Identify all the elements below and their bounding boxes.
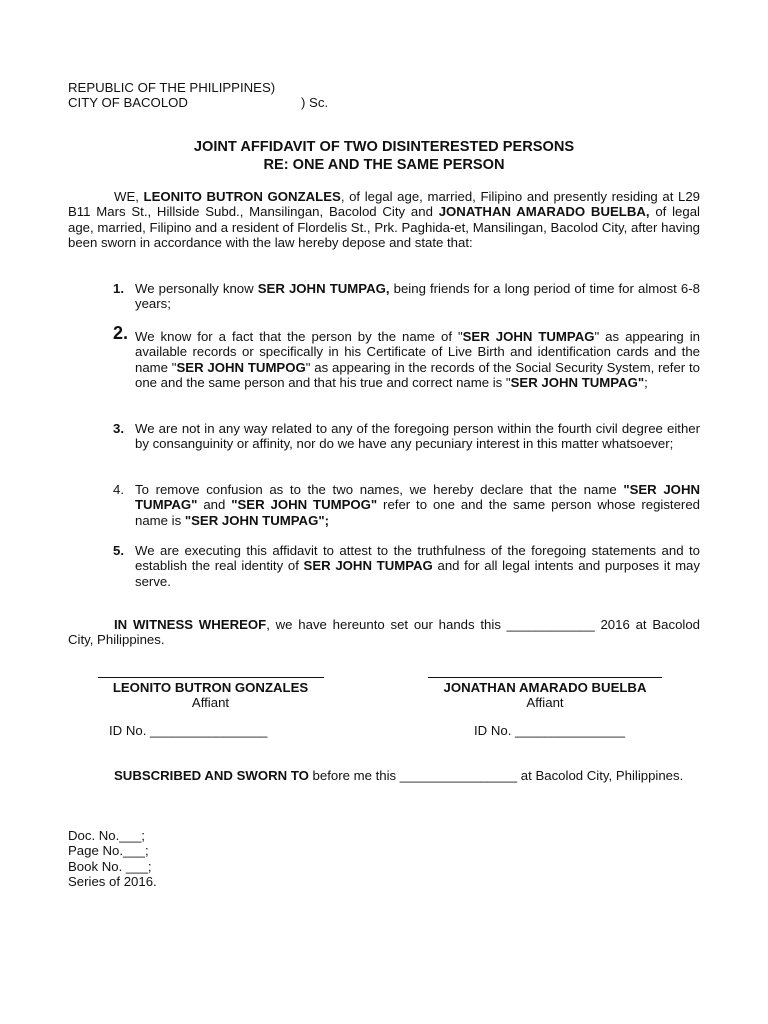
document-title: JOINT AFFIDAVIT OF TWO DISINTERESTED PERSONS	[193, 139, 575, 155]
statement-item-2	[113, 323, 700, 391]
item-text: " as appearing in available records or specifically in his Certificate of Live Birth and identification cards and the name "	[135, 329, 700, 375]
item-number: 3.	[113, 421, 124, 436]
id-number-left: ID No. ________________	[109, 723, 268, 738]
witness-clause	[68, 617, 700, 648]
caption-sc: ) Sc.	[301, 95, 329, 110]
statement-item-1	[113, 281, 700, 312]
item-text: refer to one and the same person whose registered name is	[135, 497, 700, 528]
witness-heading: IN WITNESS WHEREOF	[114, 617, 267, 632]
jurat-clause	[68, 768, 700, 783]
item-number: 5.	[113, 543, 124, 558]
item-text: ;	[644, 375, 648, 391]
item-text: We know for a fact that the person by the name of "	[135, 329, 463, 344]
item-bold: SER JOHN TUMPOG	[176, 359, 306, 375]
statement-item-3	[113, 421, 700, 452]
statement-item-5	[113, 543, 700, 589]
doc-no: Doc. No.___;	[68, 828, 145, 843]
jurat-heading: SUBSCRIBED AND SWORN TO	[114, 768, 309, 783]
book-no: Book No. ___;	[68, 858, 152, 874]
item-text: To remove confusion as to the two names, we hereby declare that the name	[135, 482, 624, 497]
item-number: 4.	[113, 482, 124, 497]
affiant-name-2: JONATHAN AMARADO BUELBA,	[438, 204, 650, 220]
signature-block-left	[88, 677, 333, 711]
jurat-text: before me this ________________ at Bacolod City, Philippines.	[308, 768, 684, 783]
signatory-role: Affiant	[526, 695, 564, 711]
intro-paragraph	[68, 189, 700, 251]
item-text: and for all legal intents and purposes it may serve.	[135, 558, 700, 589]
signatory-role: Affiant	[191, 695, 230, 711]
item-bold: SER JOHN TUMPAG"	[510, 375, 645, 391]
item-text: " as appearing in the records of the Social Security System, refer to one and the same person and that his true and correct name is "	[135, 359, 700, 391]
intro-text: WE,	[114, 189, 144, 204]
affiant-name-1: LEONITO BUTRON GONZALES	[143, 189, 341, 204]
item-bold: SER JOHN TUMPAG	[462, 329, 595, 344]
signature-line	[98, 677, 324, 678]
series-year: Series of 2016.	[68, 874, 157, 890]
item-bold: "SER JOHN TUMPAG";	[184, 512, 329, 528]
item-bold: SER JOHN TUMPAG,	[257, 281, 390, 296]
signature-line	[428, 677, 662, 678]
page-no: Page No.___;	[68, 843, 149, 859]
document-subtitle: RE: ONE AND THE SAME PERSON	[263, 157, 505, 173]
intro-text: of legal age, married, Filipino and a resident of Flordelis St., Prk. Paghida-et, Mansilingan, Bacolod City, after having been sworn in accordance with the law hereby depose and state that:	[68, 204, 700, 251]
item-bold: "SER JOHN TUMPAG"	[135, 482, 700, 513]
witness-text: , we have hereunto set our hands this ____________ 2016 at Bacolod City, Philippines.	[68, 617, 700, 648]
notarial-register	[68, 828, 157, 890]
item-text: We are not in any way related to any of the foregoing person within the fourth civil degree either by consanguinity or affinity, nor do we have any pecuniary interest in this matter whatsoever;	[135, 421, 700, 452]
id-number-right: ID No. _______________	[474, 723, 626, 738]
item-bold: "SER JOHN TUMPOG"	[231, 497, 378, 513]
intro-text: , of legal age, married, Filipino and presently residing at L29 B11 Mars St., Hillside Subd., Mansilingan, Bacolod City and	[68, 189, 701, 220]
item-text: We personally know	[135, 281, 258, 296]
signature-block-right	[420, 677, 670, 711]
signatory-name: LEONITO BUTRON GONZALES	[112, 680, 309, 695]
venue-caption	[68, 80, 329, 111]
signatory-name: JONATHAN AMARADO BUELBA	[443, 680, 647, 695]
item-text: We are executing this affidavit to attest to the truthfulness of the foregoing statements and to establish the real identity of	[135, 543, 700, 574]
item-bold: SER JOHN TUMPAG	[303, 558, 433, 574]
item-text: and	[197, 497, 232, 513]
caption-city: CITY OF BACOLOD	[68, 95, 188, 111]
item-text: being friends for a long period of time for almost 6-8 years;	[135, 281, 700, 312]
item-number: 2.	[113, 323, 129, 343]
statement-item-4	[113, 482, 700, 528]
item-number: 1.	[113, 281, 124, 296]
caption-republic: REPUBLIC OF THE PHILIPPINES)	[68, 80, 276, 95]
